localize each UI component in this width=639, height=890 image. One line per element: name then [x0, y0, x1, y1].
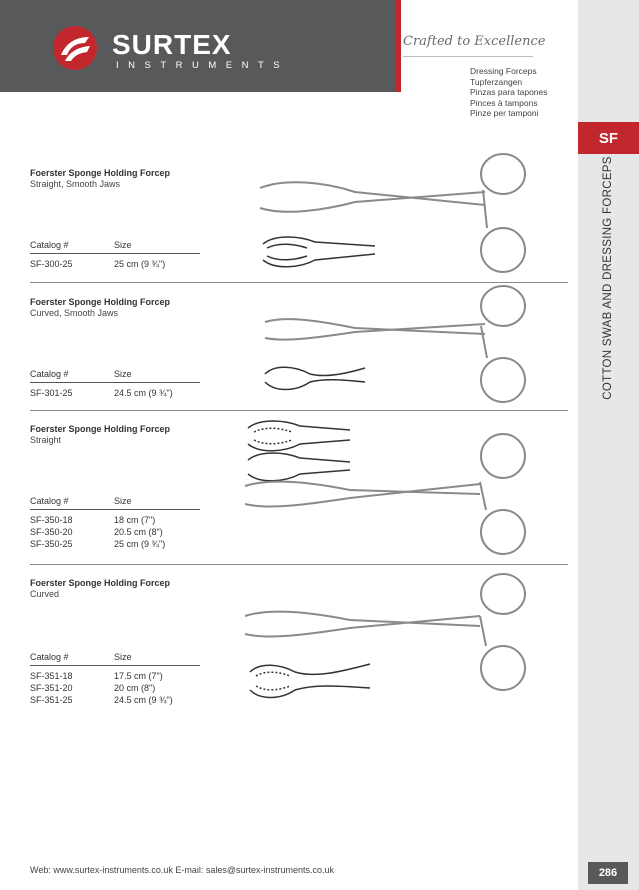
brand-name: SURTEX — [112, 29, 232, 60]
section-tab[interactable]: SF — [578, 122, 639, 154]
size-value: 20.5 cm (8") — [114, 527, 163, 537]
tagline-rule — [403, 56, 533, 57]
size-col-header: Size — [114, 369, 132, 379]
translation-line: Pinces à tampons — [470, 97, 538, 108]
catalog-rule — [30, 665, 200, 666]
section-divider — [30, 410, 568, 411]
catalog-number: SF-351-20 — [30, 683, 73, 693]
catalog-rule — [30, 253, 200, 254]
sidebar-category-title: COTTON SWAB AND DRESSING FORCEPS — [602, 156, 614, 400]
size-value: 24.5 cm (9 ¾") — [114, 695, 173, 705]
catalog-col-header: Catalog # — [30, 369, 69, 379]
size-col-header: Size — [114, 240, 132, 250]
table-row — [30, 387, 200, 399]
catalog-number: SF-350-25 — [30, 539, 73, 549]
size-value: 20 cm (8") — [114, 683, 156, 693]
page-number: 286 — [588, 862, 628, 884]
forcep-curved-smooth-image — [255, 282, 535, 412]
catalog-col-header: Catalog # — [30, 496, 69, 506]
product-title: Foerster Sponge Holding Forcep — [30, 578, 171, 588]
catalog-header — [30, 496, 200, 509]
catalog-rule — [30, 382, 200, 383]
footer-contact: Web: www.surtex-instruments.co.uk E-mail: sales@surtex-instruments.co.uk — [30, 865, 335, 875]
catalog-header — [30, 369, 200, 382]
table-row — [30, 694, 200, 706]
catalog-number: SF-300-25 — [30, 259, 73, 269]
product-subtitle: Curved — [30, 589, 60, 599]
table-row — [30, 514, 200, 526]
product-title: Foerster Sponge Holding Forcep — [30, 297, 171, 307]
category-translations — [470, 66, 548, 119]
header-accent-bar — [395, 0, 401, 92]
table-row — [30, 538, 200, 550]
size-value: 18 cm (7") — [114, 515, 156, 525]
catalog-number: SF-350-18 — [30, 515, 73, 525]
product-subtitle: Curved, Smooth Jaws — [30, 308, 119, 318]
catalog-col-header: Catalog # — [30, 240, 69, 250]
size-value: 25 cm (9 ¾") — [114, 259, 166, 269]
catalog-header — [30, 652, 200, 665]
catalog-table — [30, 652, 200, 706]
logo-mark-icon — [52, 25, 98, 71]
translation-line: Dressing Forceps — [470, 66, 537, 76]
catalog-header — [30, 240, 200, 253]
catalog-number: SF-351-25 — [30, 695, 73, 705]
catalog-table — [30, 369, 200, 399]
forcep-straight-smooth-image — [255, 150, 535, 280]
catalog-table — [30, 240, 200, 270]
product-subtitle: Straight — [30, 435, 62, 445]
table-row — [30, 682, 200, 694]
size-value: 24.5 cm (9 ¾") — [114, 388, 173, 398]
translation-line: Pinze per tamponi — [470, 108, 539, 119]
product-title: Foerster Sponge Holding Forcep — [30, 168, 171, 178]
product-title: Foerster Sponge Holding Forcep — [30, 424, 171, 434]
table-row — [30, 526, 200, 538]
brand-subtitle: INSTRUMENTS — [116, 60, 290, 71]
catalog-number: SF-350-20 — [30, 527, 73, 537]
section-divider — [30, 564, 568, 565]
size-col-header: Size — [114, 652, 132, 662]
catalog-rule — [30, 509, 200, 510]
table-row — [30, 258, 200, 270]
catalog-number: SF-351-18 — [30, 671, 73, 681]
catalog-number: SF-301-25 — [30, 388, 73, 398]
product-subtitle: Straight, Smooth Jaws — [30, 179, 121, 189]
forcep-straight-serrated-image — [240, 412, 535, 562]
forcep-curved-serrated-image — [240, 572, 535, 722]
tagline: Crafted to Excellence — [403, 34, 546, 49]
translation-line: Tupferzangen — [470, 76, 523, 87]
translation-line: Pinzas para tapones — [470, 87, 548, 98]
catalog-table — [30, 496, 200, 550]
size-value: 17.5 cm (7") — [114, 671, 163, 681]
surtex-logo[interactable] — [52, 25, 292, 75]
table-row — [30, 670, 200, 682]
size-col-header: Size — [114, 496, 132, 506]
size-value: 25 cm (9 ¾") — [114, 539, 166, 549]
catalog-col-header: Catalog # — [30, 652, 69, 662]
